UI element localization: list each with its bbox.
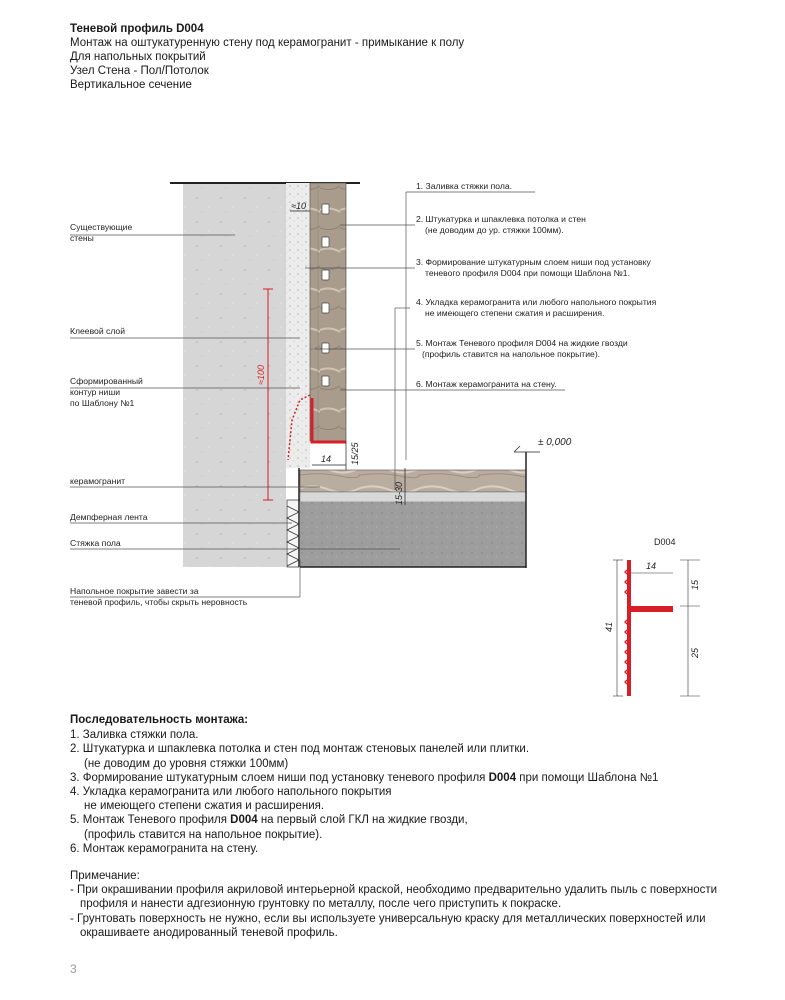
- page-title: Теневой профиль D004: [70, 23, 204, 35]
- notes: [70, 869, 770, 940]
- sequence-step: 5. Монтаж Теневого профиля D004 на первый слой ГКЛ на жидкие гвозди,: [70, 814, 468, 827]
- note-cont: окрашиваете анодированный теневой профиль.: [80, 926, 338, 939]
- header-line: Для напольных покрытий: [70, 51, 206, 63]
- label-screed: Стяжка пола: [70, 538, 121, 548]
- note-cont: профиля и нанести адгезионную грунтовку по металлу, после чего приступить к покраске.: [80, 898, 562, 911]
- header-line: Вертикальное сечение: [70, 79, 192, 91]
- profile-dim-14: 14: [646, 561, 657, 571]
- sequence-step-note: не имеющего степени сжатия и расширения.: [84, 800, 325, 813]
- sequence-step: 4. Укладка керамогранита или любого напольного покрытия: [70, 786, 392, 799]
- notes-heading: Примечание:: [70, 870, 140, 882]
- label-step-1: 1. Заливка стяжки пола.: [416, 181, 513, 191]
- installation-sequence: [70, 713, 770, 856]
- floor-ceramic: [300, 470, 526, 492]
- profile-dim-41: 41: [604, 621, 614, 632]
- floor-glue: [300, 492, 526, 502]
- label-glue-layer: Клеевой слой: [70, 326, 126, 336]
- note: - При окрашивании профиля акриловой интерьерной краской, необходимо предварительно удалить пыль с поверхности: [70, 884, 718, 897]
- header-line: Монтаж на оштукатуренную стену под керамогранит - примыкание к полу: [70, 37, 465, 49]
- label-existing-wall: Существующие стены: [70, 222, 133, 243]
- dim-approx10: ≈10: [291, 201, 306, 211]
- wall-shade: [183, 183, 286, 567]
- label-step-5: 5. Монтаж Теневого профиля D004 на жидкие гвозди (профиль ставится на напольное покрытие).: [416, 338, 628, 359]
- label-step-3: 3. Формирование штукатурным слоем ниши под установку теневого профиля D004 при помощи Шаблона №1.: [416, 257, 651, 278]
- label-floor-covering: Напольное покрытие завести за теневой профиль, чтобы скрыть неровность: [70, 586, 248, 607]
- dim-level: ± 0,000: [538, 437, 572, 448]
- header-line: Узел Стена - Пол/Потолок: [70, 65, 209, 77]
- sequence-step-note: (не доводим до уровня стяжки 100мм): [84, 757, 289, 770]
- note: - Грунтовать поверхность не нужно, если вы используете универсальную краску для металлических поверхностей или: [70, 912, 706, 925]
- floor-screed: [300, 502, 526, 567]
- sequence-heading: Последовательность монтажа:: [70, 714, 249, 726]
- dim-approx100: ≈100: [256, 365, 266, 385]
- dim-h15-30: 15-30: [394, 481, 404, 505]
- dim-w14: 14: [321, 454, 332, 464]
- label-damper-tape: Демпферная лента: [70, 512, 148, 522]
- label-ceramic: керамогранит: [70, 476, 126, 486]
- label-step-6: 6. Монтаж керамогранита на стену.: [416, 379, 557, 389]
- profile-dim-25: 25: [690, 647, 700, 658]
- profile-ribs: [625, 570, 627, 684]
- page-number: 3: [70, 962, 77, 976]
- profile-shape: [627, 560, 673, 696]
- sequence-step: 6. Монтаж керамогранита на стену.: [70, 842, 259, 855]
- label-step-4: 4. Укладка керамогранита или любого напольного покрытия не имеющего степени сжатия и расширения.: [416, 297, 657, 318]
- profile-name: D004: [654, 537, 676, 547]
- sequence-step: 2. Штукатурка и шпаклевка потолка и стен под монтаж стеновых панелей или плитки.: [70, 743, 530, 756]
- profile-detail: [604, 537, 700, 696]
- label-niche-contour: Сформированный контур ниши по Шаблону №1: [70, 376, 143, 408]
- sequence-step-note: (профиль ставится на напольное покрытие).: [84, 828, 323, 841]
- profile-dim-15: 15: [690, 579, 700, 590]
- plaster-layer: [286, 183, 310, 468]
- sequence-step: 3. Формирование штукатурным слоем ниши под установку теневого профиля D004 при помощи Шаблона №1: [70, 771, 659, 784]
- dim-h15-25: 15/25: [350, 442, 360, 465]
- label-step-2: 2. Штукатурка и шпаклевка потолка и стен (не доводим до ур. стяжки 100мм).: [416, 214, 586, 235]
- sequence-step: 1. Заливка стяжки пола.: [70, 729, 199, 742]
